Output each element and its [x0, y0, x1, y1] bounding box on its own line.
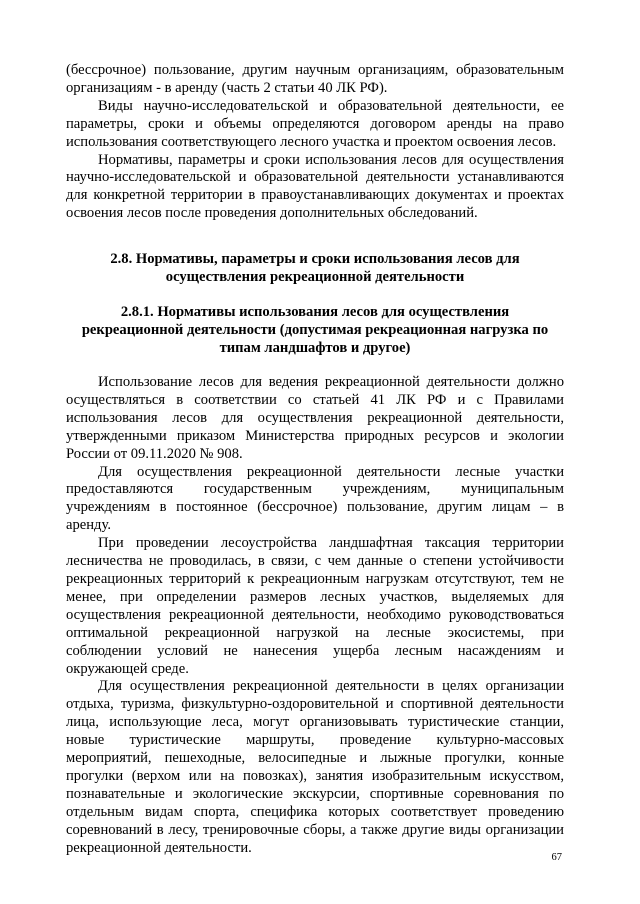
paragraph-research-types: Виды научно-исследовательской и образовательной деятельности, ее параметры, сроки и объемы определяются договором аренды на право использования соответствующего лесного участка и проектом освоения лесов. — [66, 97, 564, 150]
paragraph-recreation-usage: Использование лесов для ведения рекреационной деятельности должно осуществляться в соответствии со статьей 41 ЛК РФ и с Правилами использования лесов для осуществления рекреационной деятельности, утвержденными приказом Министерства природных ресурсов и экологии России от 09.11.2020 № 908. — [66, 374, 564, 462]
section-heading-line-2: осуществления рекреационной деятельности — [165, 268, 465, 285]
paragraph-research-norms: Нормативы, параметры и сроки использования лесов для осуществления научно-исследовательской и образовательной деятельности устанавливаются для конкретной территории в правоустанавливающих документах и проектах освоения лесов после проведения дополнительных обследований. — [66, 151, 564, 222]
section-heading — [66, 251, 564, 287]
subsection-heading — [66, 304, 564, 358]
subsection-heading-line-3: типам ландшафтов и другое) — [219, 339, 411, 356]
subsection-heading-line-1: 2.8.1. Нормативы использования лесов для осуществления — [120, 304, 510, 320]
section-heading-line-1: 2.8. Нормативы, параметры и сроки использования лесов для — [110, 251, 520, 267]
subsection-heading-line-2: рекреационной деятельности (допустимая рекреационная нагрузка по — [81, 321, 549, 338]
paragraph-recreation-provision: Для осуществления рекреационной деятельности лесные участки предоставляются государственным учреждениям, муниципальным учреждениям в постоянное (бессрочное) пользование, другим лицам – в аренду. — [66, 463, 564, 534]
top-text-block — [66, 62, 564, 223]
paragraph-continuation: (бессрочное) пользование, другим научным организациям, образовательным организациям - в аренду (часть 2 статьи 40 ЛК РФ). — [66, 62, 564, 96]
page-number: 67 — [551, 852, 562, 863]
body-text-block — [66, 374, 564, 857]
paragraph-recreation-activities: Для осуществления рекреационной деятельности в целях организации отдыха, туризма, физкультурно-оздоровительной и спортивной деятельности лица, использующие леса, могут организовывать туристические станции, новые туристические маршруты, проведение культурно-массовых мероприятий, пешеходные, велосипедные и лыжные прогулки, конные прогулки (верхом или на повозках), занятия изобразительным искусством, познавательные и экологические экскурсии, спортивные соревнования по отдельным видам спорта, специфика которых соответствует проведению соревнований в лесу, тренировочные сборы, а также другие виды организации рекреационной деятельности. — [66, 678, 564, 856]
paragraph-landscape-taxation: При проведении лесоустройства ландшафтная таксация территории лесничества не проводилась, в связи, с чем данные о степени устойчивости рекреационных территорий к рекреационным нагрузкам отсутствуют, тем не менее, при определении размеров лесных участков, выделяемых для осуществления рекреационной деятельности, необходимо руководствоваться оптимальной рекреационной нагрузкой на лесные экосистемы, при соблюдении условий не нанесения ущерба лесным насаждениям и окружающей среде. — [66, 535, 564, 677]
